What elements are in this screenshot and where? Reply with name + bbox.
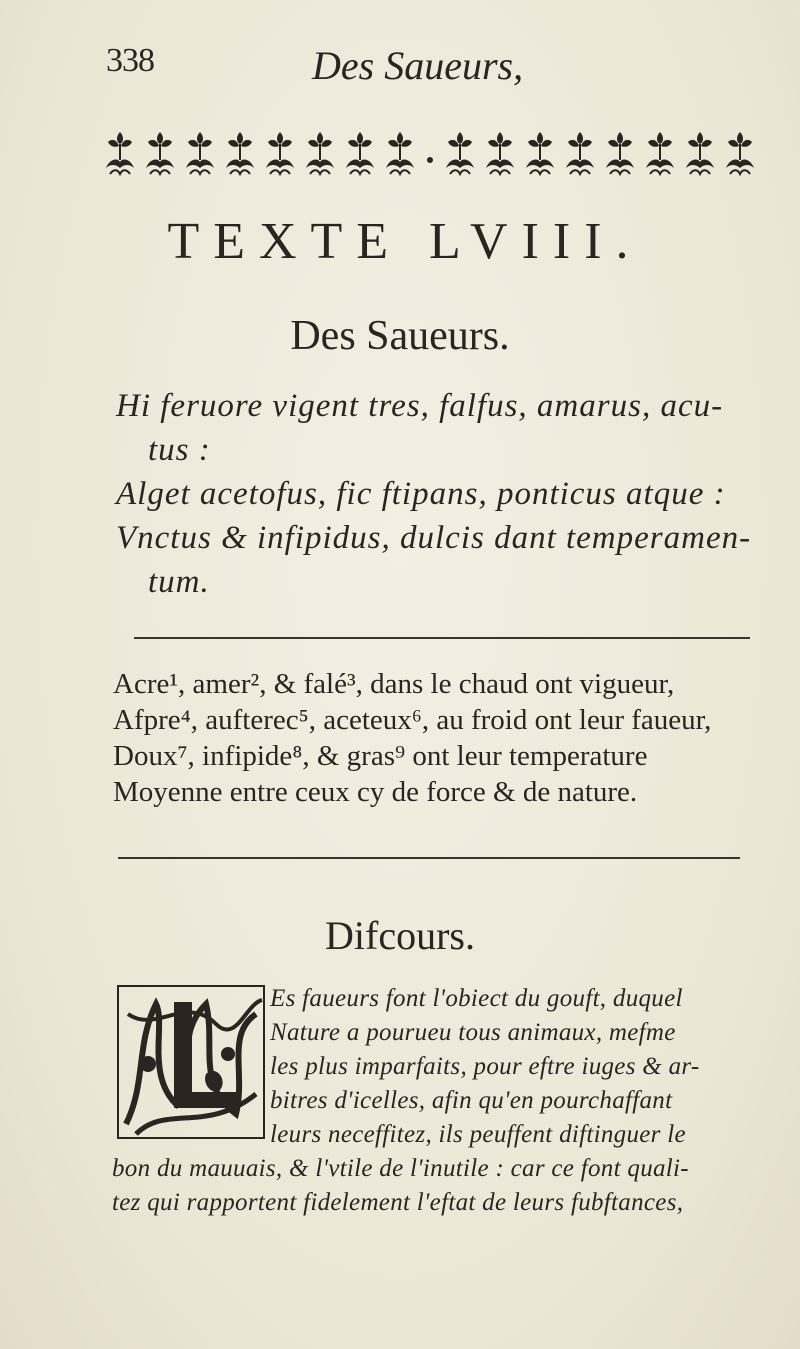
- discourse-line: Es faueurs font l'obiect du gouft, duquel: [270, 985, 683, 1012]
- section-heading: Difcours.: [325, 913, 475, 958]
- translation-line: Moyenne entre ceux cy de force & de nature.: [113, 776, 638, 808]
- translation-line: Doux⁷, infipide⁸, & gras⁹ ont leur temperature: [113, 740, 648, 772]
- verse-line: Alget acetofus, fic ftipans, ponticus atque :: [116, 476, 726, 512]
- discourse-line: bitres d'icelles, afin qu'en pourchaffant: [270, 1087, 673, 1114]
- verse-line: tum.: [148, 564, 210, 600]
- verse-line: Hi feruore vigent tres, falfus, amarus, acu-: [116, 388, 724, 424]
- page-header: [0, 42, 800, 92]
- discourse-text: [112, 982, 800, 1220]
- discourse-line: leurs neceffitez, ils peuffent diftinguer le: [270, 1121, 686, 1148]
- fleuron-band-icon: [104, 124, 776, 180]
- discourse-line: tez qui rapportent fidelement l'eftat de leurs fubftances,: [112, 1189, 684, 1216]
- verse-line: Vnctus & infipidus, dulcis dant temperamen-: [116, 520, 752, 556]
- verse-line: tus :: [148, 432, 211, 468]
- translation-line: Afpre⁴, aufterec⁵, aceteux⁶, au froid ont leur faueur,: [113, 704, 712, 736]
- discourse-line: bon du mauuais, & l'vtile de l'inutile : car ce font quali-: [112, 1155, 689, 1182]
- text-subtitle: Des Saueurs.: [290, 313, 510, 359]
- french-translation: [113, 666, 800, 810]
- translation-line: Acre¹, amer², & falé³, dans le chaud ont vigueur,: [113, 668, 675, 700]
- discourse-line: les plus imparfaits, pour eftre iuges & ar-: [270, 1053, 700, 1080]
- discourse-line: Nature a pourueu tous animaux, mefme: [270, 1019, 676, 1046]
- text-title: TEXTE LVIII.: [167, 213, 643, 270]
- divider-rule: [134, 637, 750, 639]
- divider-rule: [118, 857, 740, 859]
- running-head: Des Saueurs,: [312, 43, 524, 88]
- latin-verse: [116, 384, 800, 604]
- page-number: 338: [106, 42, 154, 79]
